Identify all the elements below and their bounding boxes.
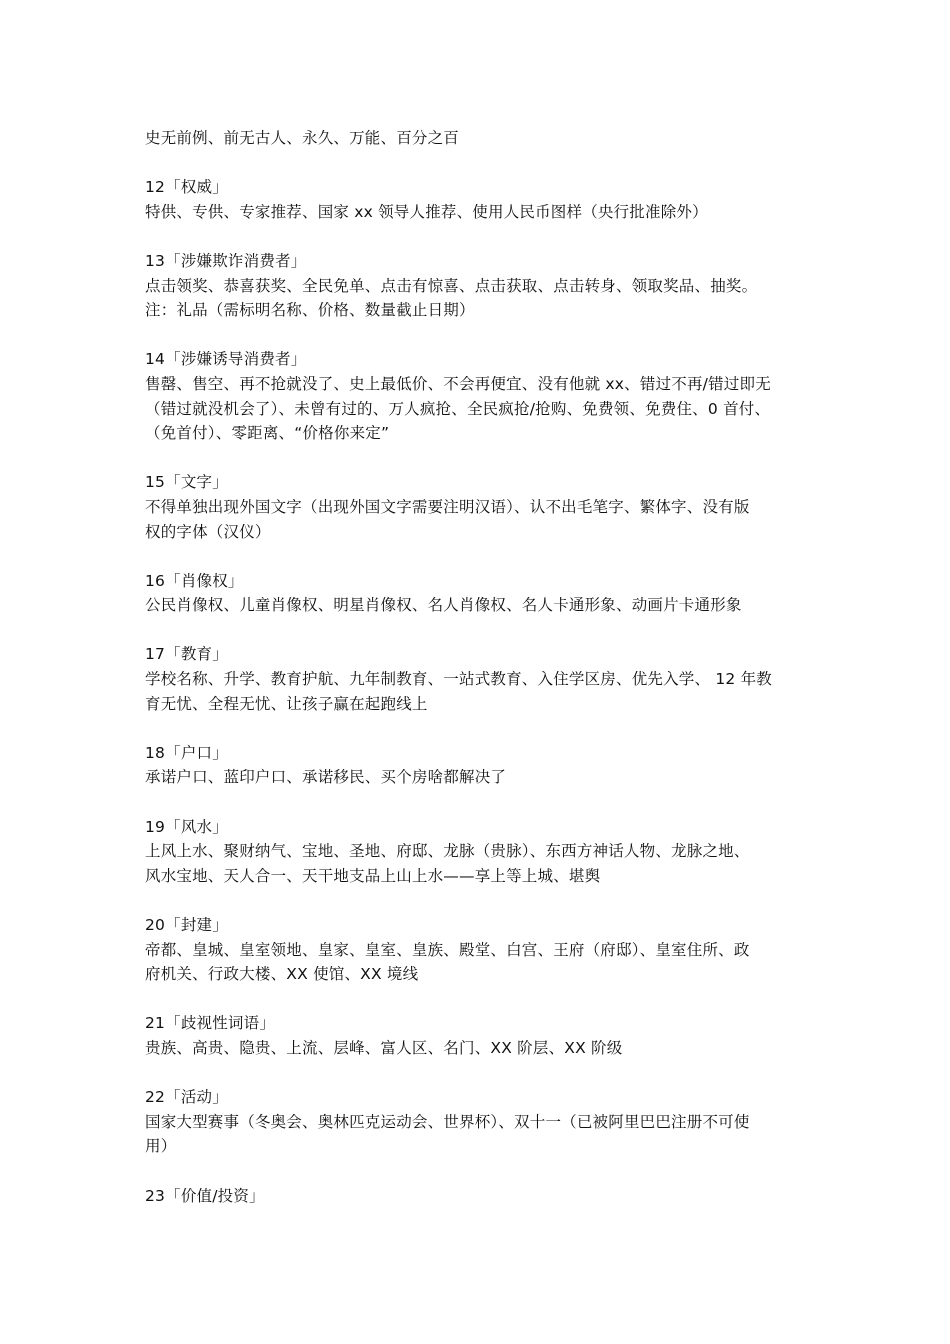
- section-line: 学校名称、升学、教育护航、九年制教育、一站式教育、入住学区房、优先入学、 12 年教: [145, 670, 772, 689]
- paragraph-gap: [145, 1159, 825, 1184]
- section-line: 贵族、高贵、隐贵、上流、层峰、富人区、名门、XX 阶层、XX 阶级: [145, 1038, 623, 1057]
- section-line: 用）: [145, 1137, 177, 1156]
- paragraph-gap: [145, 1061, 825, 1086]
- paragraph-gap: [145, 618, 825, 643]
- section-line: 权的字体（汉仪）: [145, 522, 271, 541]
- section-line: 点击领奖、恭喜获奖、全民免单、点击有惊喜、点击获取、点击转身、领取奖品、抽奖。: [145, 276, 758, 295]
- section-line: 上风上水、聚财纳气、宝地、圣地、府邸、龙脉（贵脉）、东西方神话人物、龙脉之地、: [145, 842, 750, 861]
- paragraph-gap: [145, 790, 825, 815]
- paragraph-gap: [145, 446, 825, 471]
- section-heading: 14「涉嫌诱导消费者」: [145, 350, 307, 369]
- section-heading: 19「风水」: [145, 817, 228, 836]
- section-line: 国家大型赛事（冬奥会、奥林匹克运动会、世界杯）、双十一（已被阿里巴巴注册不可使: [145, 1112, 750, 1131]
- section-heading: 22「活动」: [145, 1088, 228, 1107]
- paragraph-gap: [145, 987, 825, 1012]
- section-heading: 12「权威」: [145, 178, 228, 197]
- paragraph-gap: [145, 544, 825, 569]
- section-heading: 16「肖像权」: [145, 571, 244, 590]
- section-line: 不得单独出现外国文字（出现外国文字需要注明汉语）、认不出毛笔字、繁体字、没有版: [145, 497, 750, 516]
- section-heading: 15「文字」: [145, 473, 228, 492]
- paragraph-gap: [145, 716, 825, 741]
- paragraph-gap: [145, 888, 825, 913]
- section-line: 特供、专供、专家推荐、国家 xx 领导人推荐、使用人民币图样（央行批准除外）: [145, 202, 708, 221]
- section-line: 帝都、皇城、皇室领地、皇家、皇室、皇族、殿堂、白宫、王府（府邸）、皇室住所、政: [145, 940, 750, 959]
- intro-line: 史无前例、前无古人、永久、万能、百分之百: [145, 129, 460, 147]
- section-heading: 13「涉嫌欺诈消费者」: [145, 251, 307, 270]
- section-line: 公民肖像权、儿童肖像权、明星肖像权、名人肖像权、名人卡通形象、动画片卡通形象: [145, 596, 742, 615]
- section-heading: 17「教育」: [145, 645, 228, 664]
- section-heading: 21「歧视性词语」: [145, 1014, 276, 1033]
- section-heading: 23「价值/投资」: [145, 1186, 265, 1205]
- paragraph-gap: [145, 224, 825, 249]
- section-line: 府机关、行政大楼、XX 使馆、XX 境线: [145, 965, 419, 984]
- paragraph-gap: [145, 151, 825, 176]
- section-line: 注：礼品（需标明名称、价格、数量截止日期）: [145, 301, 475, 320]
- section-heading: 18「户口」: [145, 743, 228, 762]
- section-line: 承诺户口、蓝印户口、承诺移民、买个房啥都解决了: [145, 768, 507, 787]
- section-heading: 20「封建」: [145, 916, 228, 934]
- section-line: （免首付）、零距离、“价格你来定”: [145, 424, 390, 443]
- section-line: 育无忧、全程无忧、让孩子赢在起跑线上: [145, 694, 428, 713]
- section-line: 风水宝地、天人合一、天干地支品上山上水——享上等上城、堪舆: [145, 866, 601, 885]
- paragraph-gap: [145, 323, 825, 348]
- section-line: （错过就没机会了）、未曾有过的、万人疯抢、全民疯抢/抢购、免费领、免费住、0 首付、: [145, 399, 771, 418]
- document-body: [145, 126, 825, 1208]
- section-line: 售罄、售空、再不抢就没了、史上最低价、不会再便宜、没有他就 xx、错过不再/错过即无: [145, 374, 771, 393]
